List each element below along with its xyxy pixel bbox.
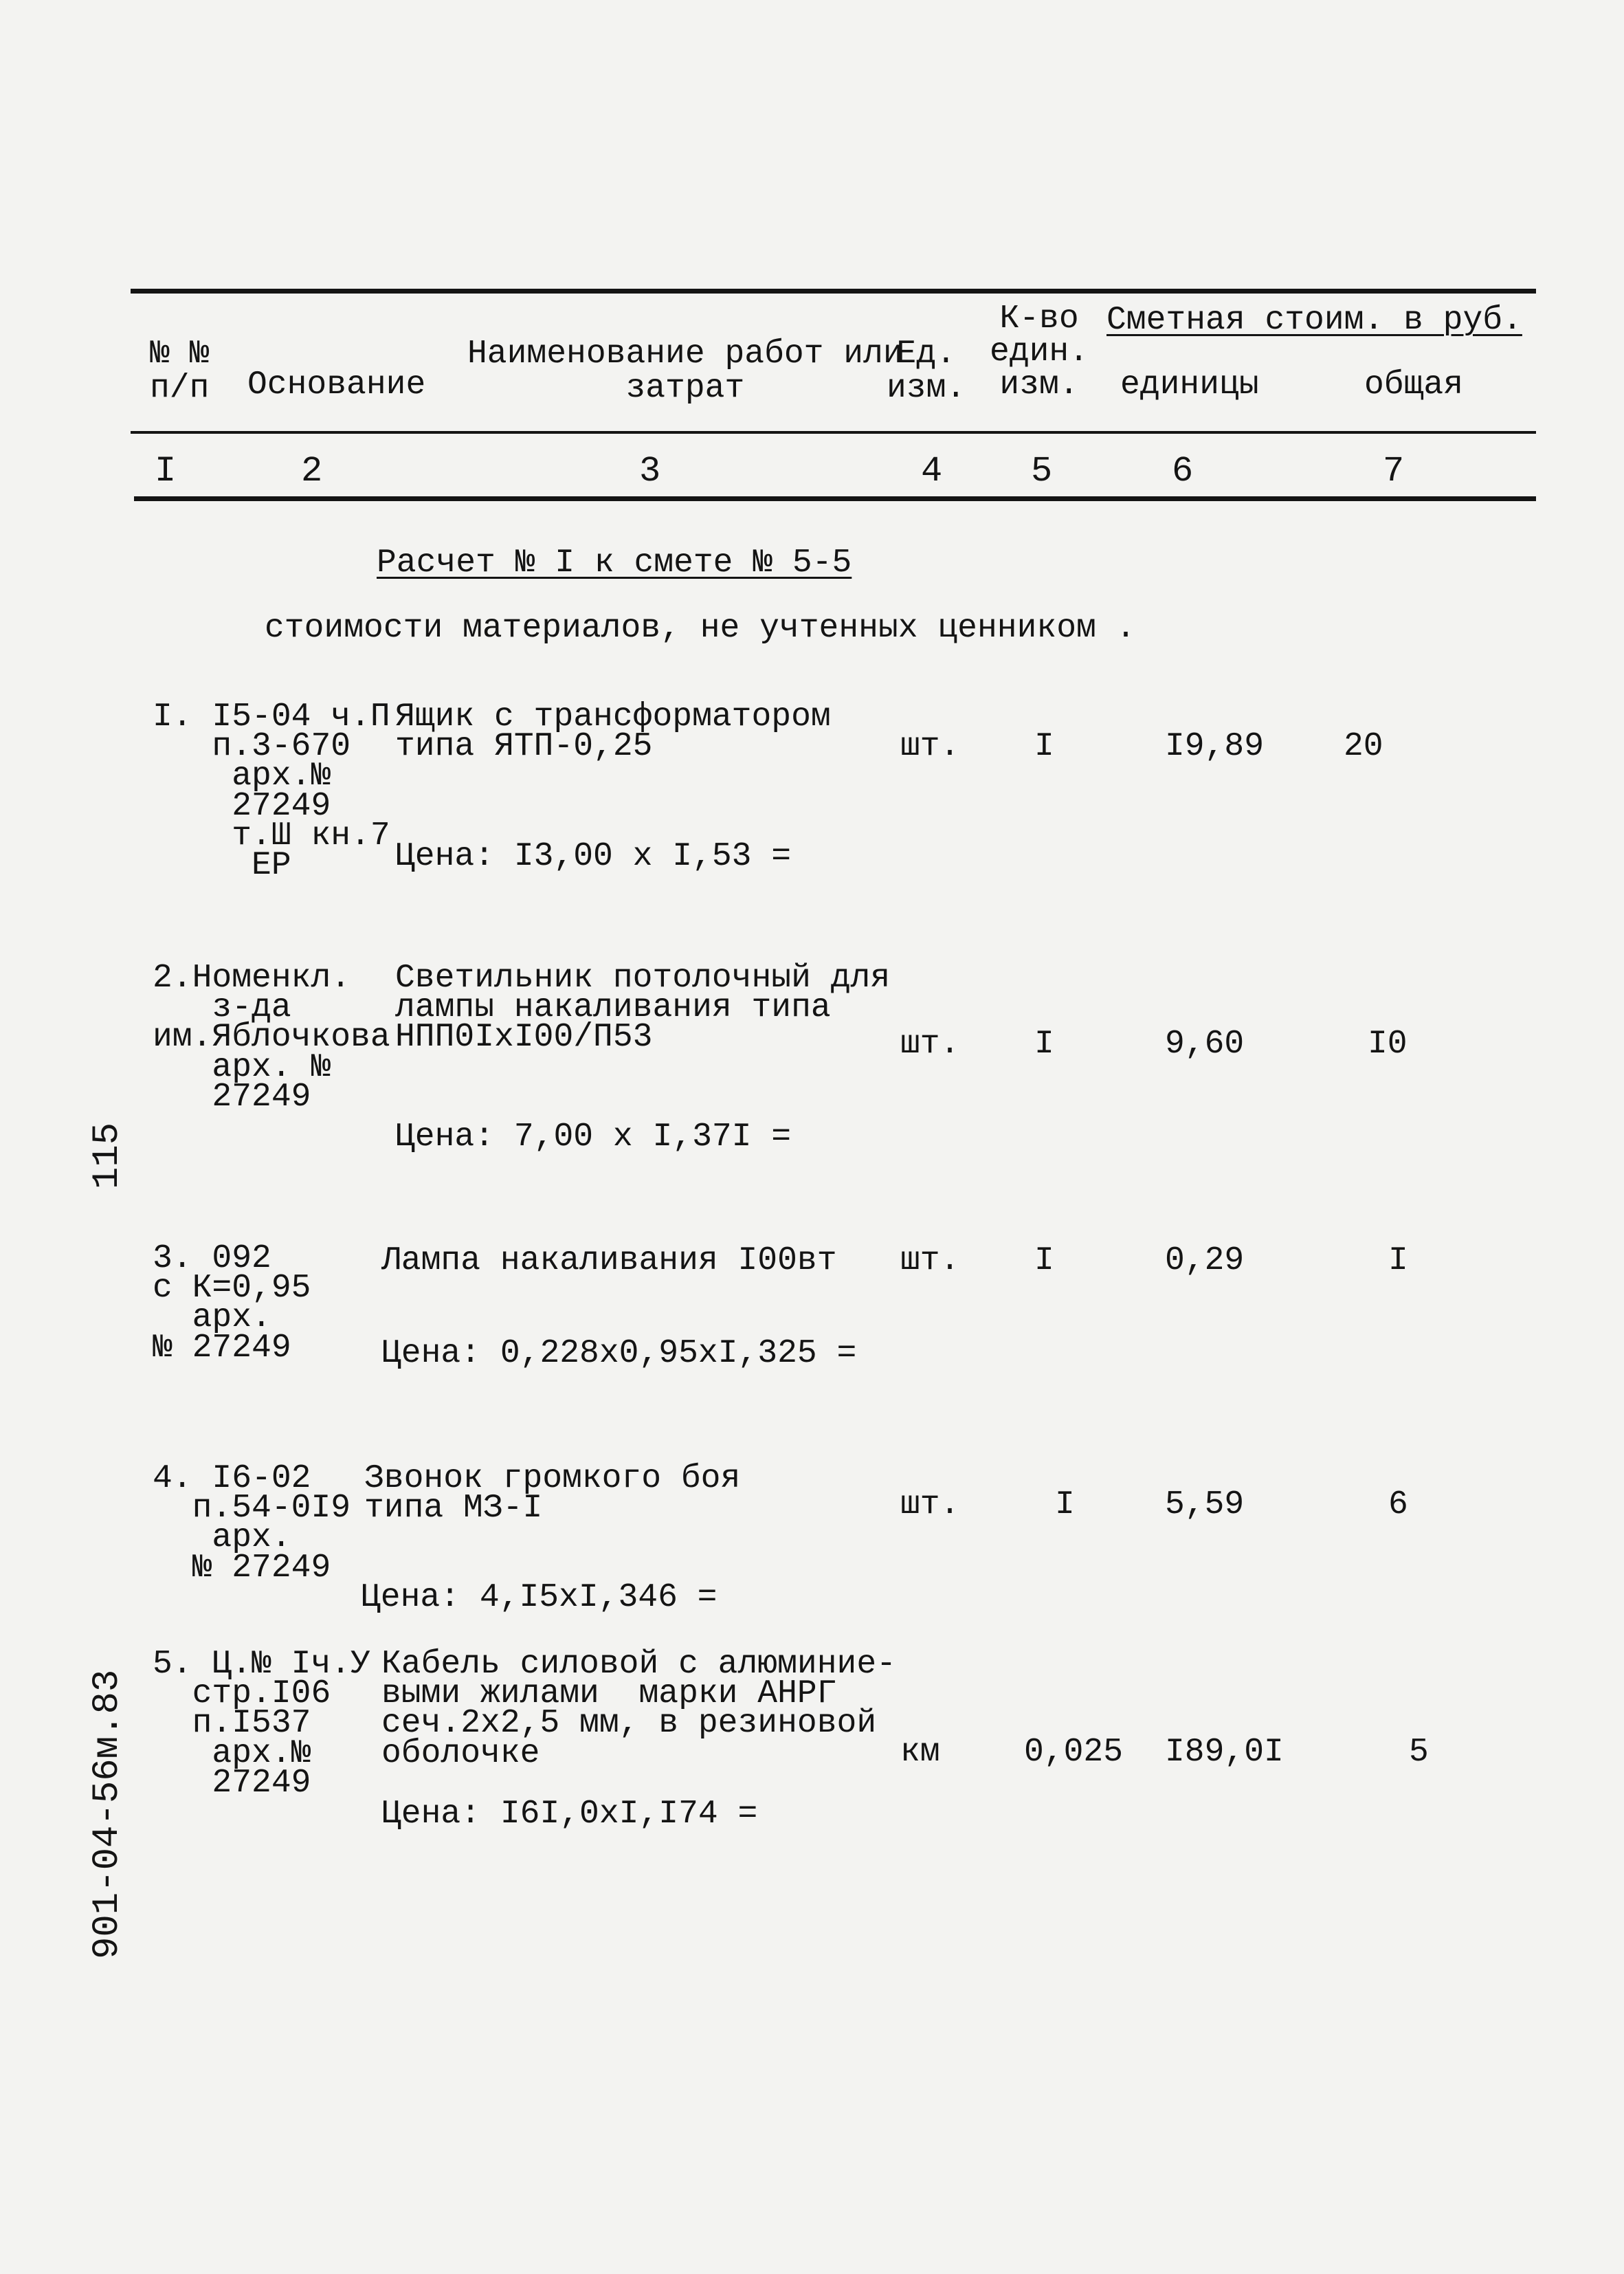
header-col-name: Наименование работ или затрат [467,335,903,408]
row4-basis: 4. I6-02 п.54-0I9 арх. № 27249 [153,1460,351,1587]
header-col-qty: К-во един. изм. [990,300,1089,404]
row4-qty: I [1055,1486,1075,1523]
row1-basis: I. I5-04 ч.П п.3-670 арх.№ 27249 т.Ш кн.7 ЕР [153,698,390,884]
row4-price-calc: Цена: 4,I5xI,346 = [361,1579,718,1616]
header-number-4: 4 [921,451,943,492]
row1-unit-cost: I9,89 [1165,728,1265,765]
header-number-7: 7 [1383,451,1405,492]
row5-price-calc: Цена: I6I,0xI,I74 = [381,1796,758,1833]
header-col-total: общая [1364,366,1464,404]
header-number-rule [134,496,1536,501]
header-top-rule [131,289,1536,294]
row5-unit-cost: I89,0I [1165,1734,1284,1771]
margin-page-number: 115 [87,1122,129,1189]
row2-name: Светильник потолочный для лампы накаливания типа НПП0IxI00/П53 [395,960,891,1057]
row1-total: 20 [1344,728,1383,765]
row2-unit-cost: 9,60 [1165,1026,1245,1063]
header-col-basis: Основание [247,366,426,404]
row4-unit: шт. [900,1486,960,1523]
row1-name: Ящик с трансформатором типа ЯТП-0,25 [395,698,831,766]
header-col-index: № № п/п [150,335,210,408]
row2-total: I0 [1368,1026,1408,1063]
row5-total: 5 [1409,1734,1429,1771]
row2-qty: I [1034,1026,1054,1063]
header-col-unit-cost: единицы [1120,366,1259,404]
header-number-6: 6 [1172,451,1194,492]
calc-title: Расчет № I к смете № 5-5 [377,544,852,582]
row4-unit-cost: 5,59 [1165,1486,1245,1523]
row5-basis: 5. Ц.№ Iч.У стр.I06 п.I537 арх.№ 27249 [153,1646,370,1802]
header-cost-group: Сметная стоим. в руб. [1106,302,1522,339]
row3-name: Лампа накаливания I00вт [381,1242,837,1279]
header-number-2: 2 [301,451,323,492]
row5-name: Кабель силовой с алюминие- выми жилами марки АНРГ сеч.2x2,5 мм, в резиновой оболочке [381,1646,896,1772]
row2-price-calc: Цена: 7,00 x I,37I = [395,1118,792,1156]
header-number-5: 5 [1031,451,1053,492]
calc-subtitle: стоимости материалов, не учтенных ценником . [265,610,1136,647]
row4-total: 6 [1388,1486,1408,1523]
row3-total: I [1388,1242,1408,1279]
row4-name: Звонок громкого боя типа МЗ-I [364,1460,741,1527]
header-number-1: I [155,451,177,492]
row3-price-calc: Цена: 0,228x0,95xI,325 = [381,1335,857,1372]
margin-doc-code: 901-04-56м.83 [87,1669,129,1959]
header-number-3: 3 [639,451,661,492]
row3-unit-cost: 0,29 [1165,1242,1245,1279]
header-col-unit: Ед. изм. [887,335,966,408]
row5-unit: км [900,1734,940,1771]
row1-unit: шт. [900,728,960,765]
row2-basis: 2.Номенкл. з-да им.Яблочкова арх. № 27249 [153,960,390,1116]
row5-qty: 0,025 [1024,1734,1124,1771]
header-bottom-rule [131,431,1536,434]
row3-basis: 3. 092 с К=0,95 арх. № 27249 [153,1240,311,1367]
row3-qty: I [1034,1242,1054,1279]
row2-unit: шт. [900,1026,960,1063]
row1-price-calc: Цена: I3,00 x I,53 = [395,838,792,875]
row1-qty: I [1034,728,1054,765]
row3-unit: шт. [900,1242,960,1279]
